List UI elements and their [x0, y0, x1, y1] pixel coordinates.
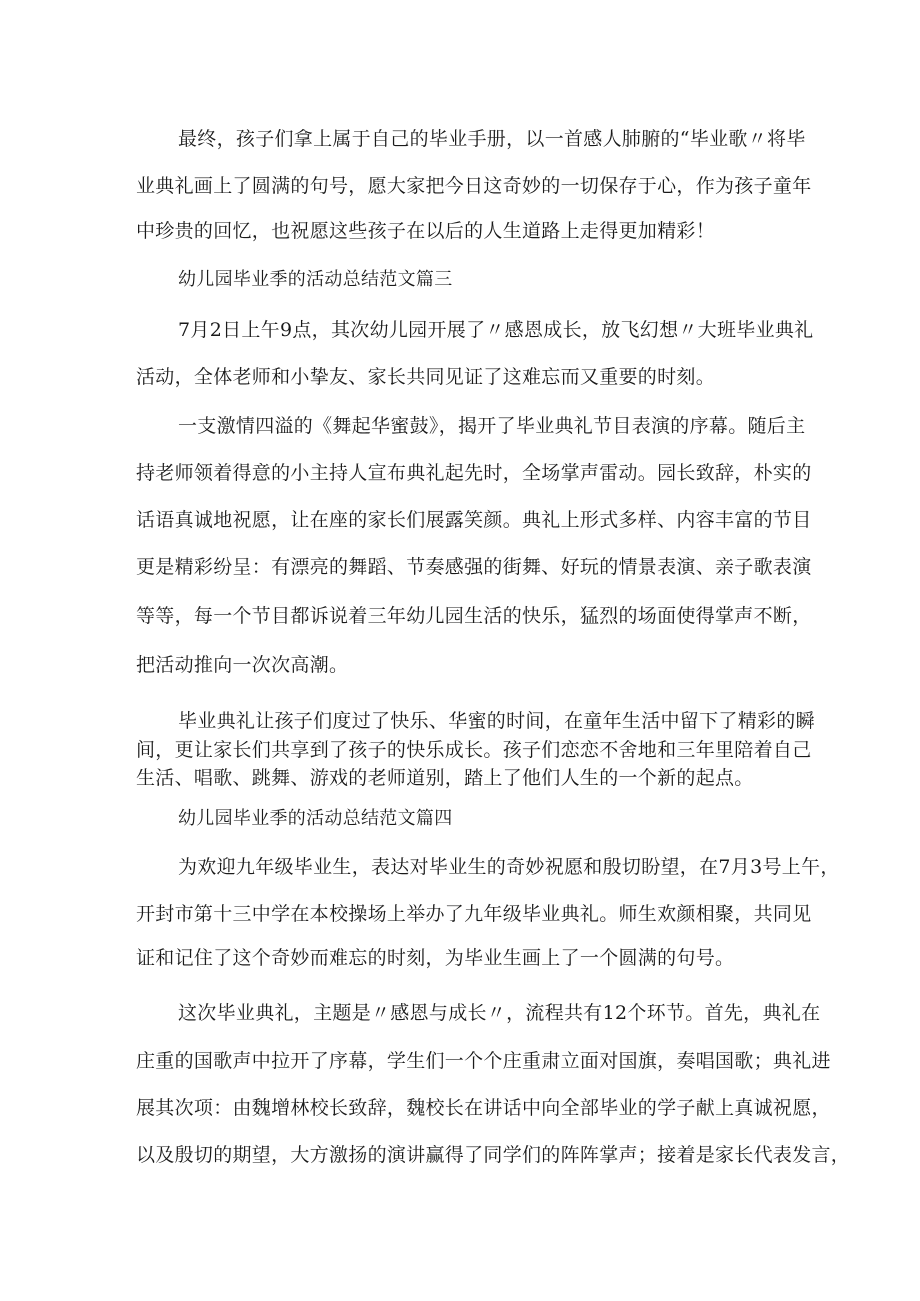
text-line: 更是精彩纷呈：有漂亮的舞蹈、节奏感强的街舞、好玩的情景表演、亲子歌表演	[136, 556, 812, 578]
text-line: 最终，孩子们拿上属于自己的毕业手册，以一首感人肺腑的“毕业歌〃将毕	[178, 128, 806, 150]
text-line: 以及殷切的期望，大方激扬的演讲赢得了同学们的阵阵掌声；接着是家长代表发言，	[136, 1144, 851, 1166]
text-line: 7月2日上午9点，其次幼儿园开展了〃感恩成长，放飞幻想〃大班毕业典礼	[178, 319, 814, 341]
text-line: 庄重的国歌声中拉开了序幕，学生们一个个庄重肃立面对国旗，奏唱国歌；典礼进	[136, 1050, 831, 1072]
text-line: 间，更让家长们共享到了孩子的快乐成长。孩子们恋恋不舍地和三年里陪着自己	[136, 739, 812, 761]
text-line: 一支激情四溢的《舞起华蜜鼓》，揭开了毕业典礼节目表演的序幕。随后主	[178, 415, 806, 437]
text-line: 毕业典礼让孩子们度过了快乐、华蜜的时间，在童年生活中留下了精彩的瞬	[178, 710, 815, 732]
text-line: 等等，每一个节目都诉说着三年幼儿园生活的快乐，猛烈的场面使得掌声不断，	[136, 605, 812, 627]
text-line: 活动，全体老师和小挚友、家长共同见证了这难忘而又重要的时刻。	[136, 366, 716, 388]
section-heading-4: 幼儿园毕业季的活动总结范文篇四	[178, 808, 453, 829]
section-heading-3: 幼儿园毕业季的活动总结范文篇三	[178, 269, 453, 290]
text-line: 中珍贵的回忆，也祝愿这些孩子在以后的人生道路上走得更加精彩！	[136, 220, 716, 242]
text-line: 展其次项：由魏增林校长致辞，魏校长在讲话中向全部毕业的学子献上真诚祝愿，	[136, 1097, 831, 1119]
text-line: 为欢迎九年级毕业生，表达对毕业生的奇妙祝愿和殷切盼望，在7月3号上午，	[178, 856, 840, 878]
text-line: 持老师领着得意的小主持人宣布典礼起先时，全场掌声雷动。园长致辞，朴实的	[136, 462, 812, 484]
text-line: 这次毕业典礼，主题是〃感恩与成长〃，流程共有12个环节。首先，典礼在	[178, 1002, 821, 1024]
text-line: 证和记住了这个奇妙而难忘的时刻，为毕业生画上了一个圆满的句号。	[136, 947, 735, 969]
text-line: 开封市第十三中学在本校操场上举办了九年级毕业典礼。师生欢颜相聚，共同见	[136, 903, 812, 925]
text-line: 话语真诚地祝愿，让在座的家长们展露笑颜。典礼上形式多样、内容丰富的节目	[136, 509, 812, 531]
text-line: 业典礼画上了圆满的句号，愿大家把今日这奇妙的一切保存于心，作为孩子童年	[136, 175, 812, 197]
text-line: 把活动推向一次次高潮。	[136, 654, 349, 676]
text-line: 生活、唱歌、跳舞、游戏的老师道别，踏上了他们人生的一个新的起点。	[136, 767, 754, 789]
